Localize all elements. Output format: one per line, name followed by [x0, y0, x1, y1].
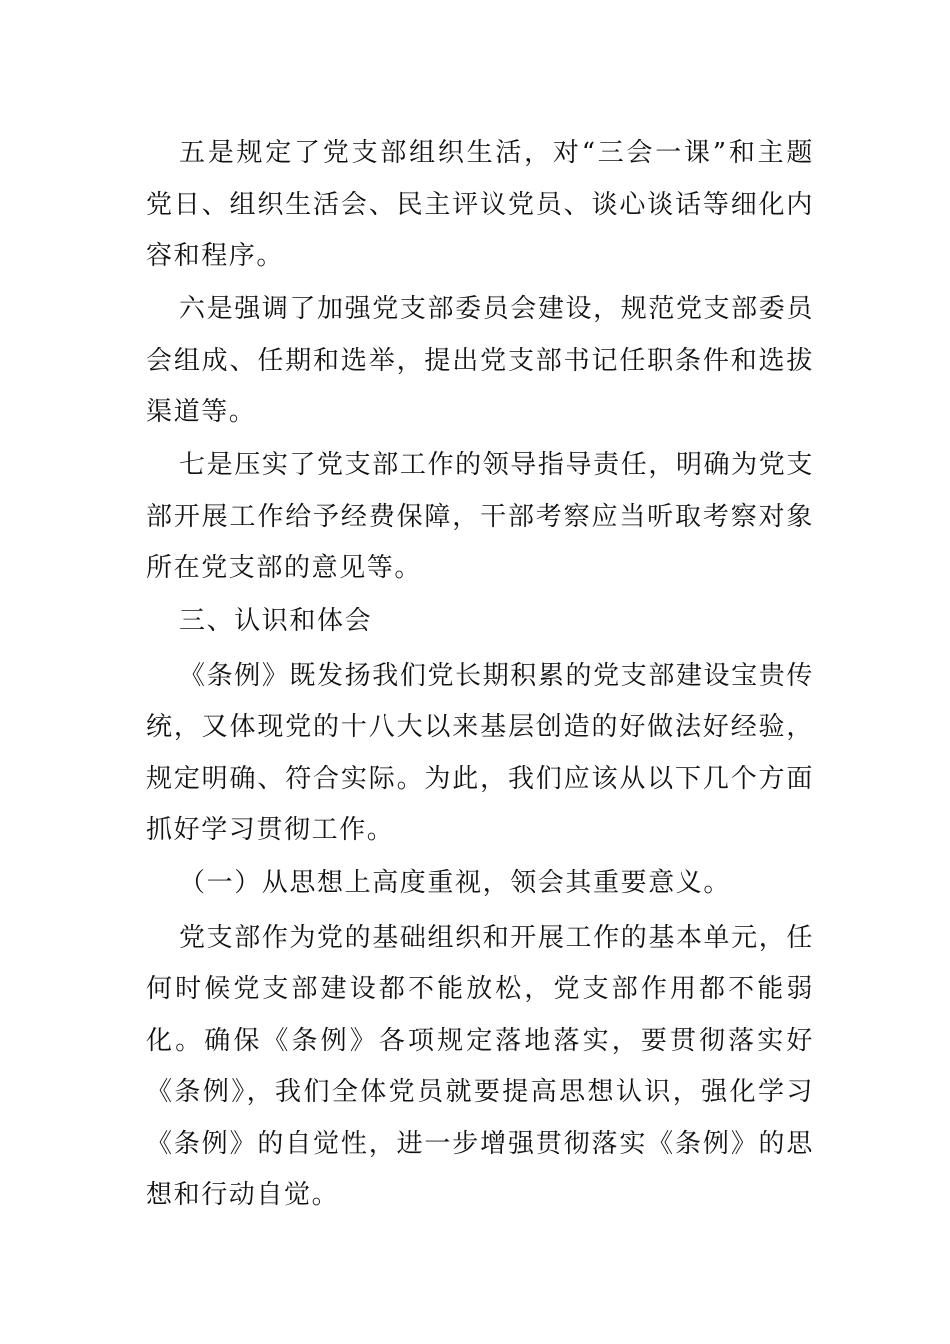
paragraph-regulation-intro: 《条例》既发扬我们党长期积累的党支部建设宝贵传统，又体现党的十八大以来基层创造的好做法好经验，规定明确、符合实际。为此，我们应该从以下几个方面抓好学习贯彻工作。	[146, 660, 814, 845]
subsection-heading-one: （一）从思想上高度重视，领会其重要意义。	[179, 868, 732, 898]
paragraph-item-seven: 七是压实了党支部工作的领导指导责任，明确为党支部开展工作给予经费保障，干部考察应当听取考察对象所在党支部的意见等。	[146, 450, 814, 583]
paragraph-item-five: 五是规定了党支部组织生活，对“三会一课”和主题党日、组织生活会、民主评议党员、谈心谈话等细化内容和程序。	[146, 138, 814, 271]
paragraph-item-six: 六是强调了加强党支部委员会建设，规范党支部委员会组成、任期和选举，提出党支部书记任职条件和选拔渠道等。	[146, 294, 814, 427]
section-heading-understanding: 三、认识和体会	[179, 606, 373, 636]
paragraph-party-branch-role: 党支部作为党的基础组织和开展工作的基本单元，任何时候党支部建设都不能放松，党支部作用都不能弱化。确保《条例》各项规定落地落实，要贯彻落实好《条例》，我们全体党员就要提高思想认识，强化学习《条例》的自觉性，进一步增强贯彻落实《条例》的思想和行动自觉。	[146, 922, 814, 1210]
document-body	[146, 128, 814, 1223]
